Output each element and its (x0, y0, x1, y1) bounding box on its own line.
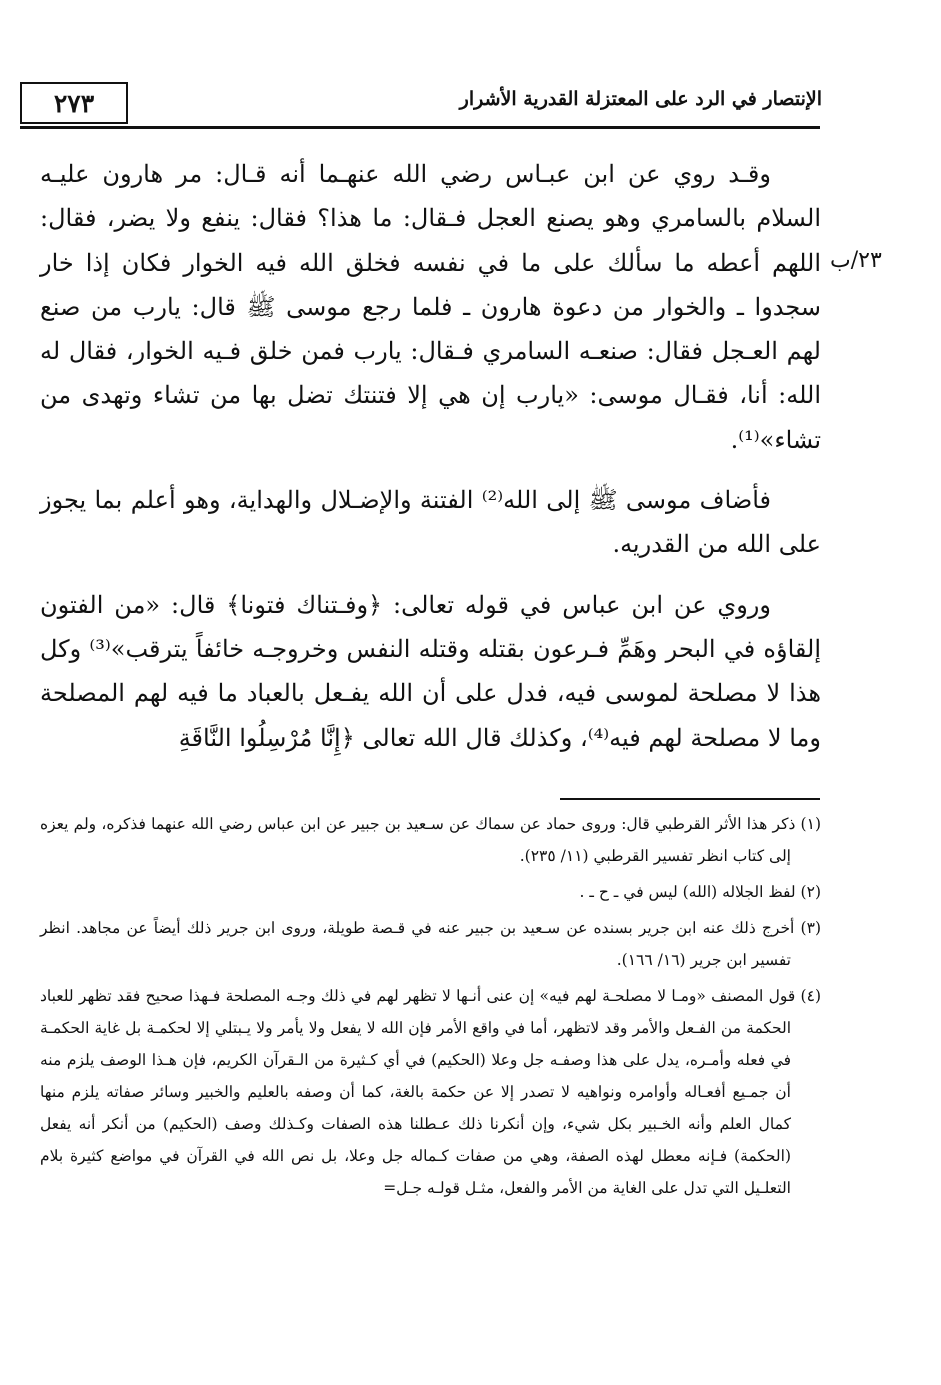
footnote: (١) ذكر هذا الأثر القرطبي قال: وروى حماد عن سماك عن سـعيد بن جبير عن ابن عباس رضي الله عنهما فذكره، ولم يعزه إلى كتاب انظر تفسير القرطبي (١١/ ٢٣٥). (40, 815, 821, 865)
page-number: ٢٧٣ (20, 82, 128, 124)
manuscript-folio-marker: ٢٣/ب (830, 248, 882, 273)
header-rule (20, 126, 820, 129)
footnote-separator (560, 798, 820, 800)
footnote: (٤) قول المصنف «ومـا لا مصلحـة لهم فيه» إن عنى أنـها لا تظهر لهم في ذلك وجـه المصلحة فـهذا صحيح فقد تظهر للعباد الحكمة من الفـعل والأمر وقد لاتظهر، أما في واقع الأمر فإن الله لا يفعل ولا يأمر ولا يـبتلي إلا لحكمـة بل غاية الحكمـة في فعله وأمـره، يدل على هذا وصفـه جل وعلا (الحكيم) في أي كـثيرة من الـقرآن الكريم، فإن هـذا الوصف يلزم منه أن جمـيع أفعـاله وأوامره ونواهيه لا تصدر إلا عن حكمة بالغة، كما أن وصفه بالعليم والخبير وسائر صفاته يلزم منها كمال العلم وأنه الخـبير بكل شيء، وإن أنكرنا ذلك عـطلنا هذه الصفات وكـذلك وصف (الحكيم) من أنكر أنه يفعل (الحكمة) فـإنه معطل لهذه الصفة، وهي من صفات كـماله جل وعلا، بل نص الله في القرآن في مواضع كثيرة بلام التعلـيل التي تدل على الغاية من الأمر والفعل، مثـل قولـه جـل= (40, 987, 821, 1197)
paragraph: وقـد روي عن ابن عبـاس رضي الله عنهـما أنه قـال: مر هارون عليـه السلام بالسامري وهو يصنع العجل فـقال: ما هذا؟ فقال: ينفع ولا يضر، فقال: اللهم أعطه ما سألك على ما في نفسه فخلق الله فيه الخوار فكان إذا خار سجدوا ـ والخوار من دعوة هارون ـ فلما رجع موسى ﷺ قال: يارب من صنع لهم العـجل فقال: صنعـه السامري فـقال: يارب فمن خلق فـيه الخوار، فقال له الله: أنا، فقـال موسى: «يارب إن هي إلا فتنتك تضل بها من تشاء وتهدى من تشاء»⁽¹⁾. (40, 160, 821, 454)
footnote: (٢) لفظ الجلاله (الله) ليس في ـ ح ـ . (579, 883, 821, 901)
main-text (40, 152, 821, 760)
page-header (20, 82, 822, 128)
footnote: (٣) أخرج ذلك عنه ابن جرير بسنده عن سـعيد بن جبير عنه في قـصة طويلة، وروى ابن جرير ذلك أيضاً عن مجاهد. انظر تفسير ابن جرير (١٦/ ١٦٦). (40, 919, 821, 969)
paragraph: وروي عن ابن عباس في قوله تعالى: ﴿وفـتناك فتونا﴾ قال: «من الفتون إلقاؤه في البحر وهَمِّ فـرعون بقتله وقتله النفس وخروجـه خائفاً يترقب»⁽³⁾ وكل هذا لا مصلحة لموسى فيه، فدل على أن الله يفـعل بالعباد ما فيه لهم المصلحة وما لا مصلحة لهم فيه⁽⁴⁾، وكذلك قال الله تعالى ﴿إِنَّا مُرْسِلُوا النَّاقَةِ (40, 590, 821, 752)
paragraph: فأضاف موسى ﷺ إلى الله⁽²⁾ الفتنة والإضـلال والهداية، وهو أعلم بما يجوز على الله من القدريه. (40, 486, 821, 559)
footnotes (40, 808, 821, 1208)
running-title: الإنتصار في الرد على المعتزلة القدرية الأشرار (459, 88, 822, 110)
